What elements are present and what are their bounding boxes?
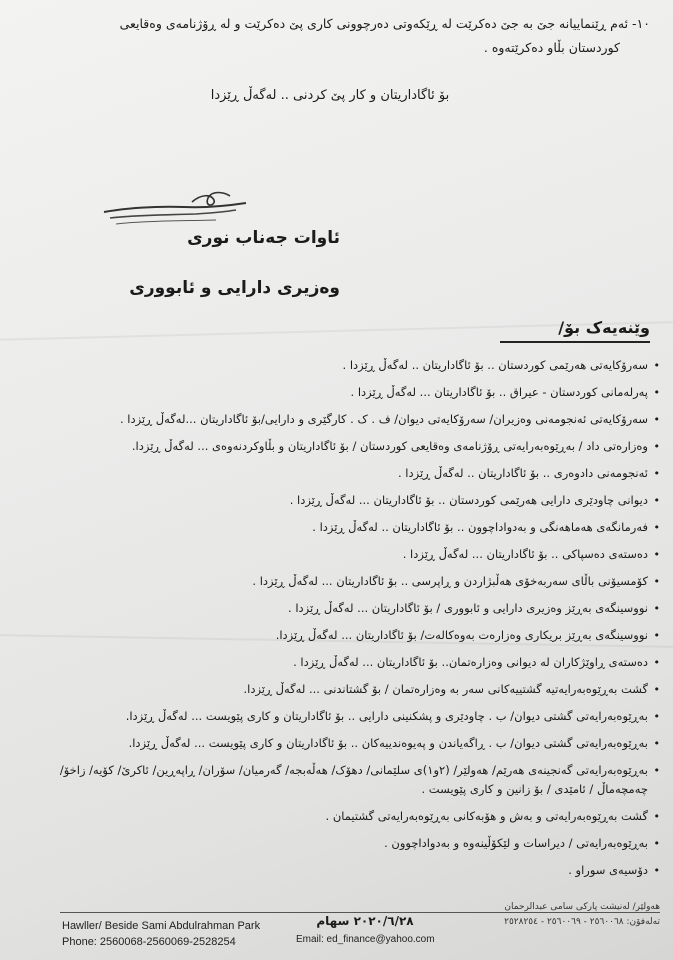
bullet-icon: • xyxy=(653,629,660,642)
cc-item-text: سەرۆکایەتی ئەنجومەنی وەزیران/ سەرۆکایەتی دیوان/ ف . ک . کارگێری و دارایی/بۆ ئاگاداریتان ...لەگەڵ ڕێزدا . xyxy=(119,412,648,426)
cc-item xyxy=(40,487,662,514)
cc-item xyxy=(40,857,662,884)
bullet-icon: • xyxy=(653,494,660,507)
cc-item xyxy=(40,757,662,803)
footer-email: Email: ed_finance@yahoo.com xyxy=(296,934,435,945)
intro-line: ١٠- ئەم ڕێنماییانە جێ بە جێ دەکرێت لە ڕێکەوتی دەرچوونی کاری پێ دەکرێت و لە ڕۆژنامەی وەقایعی xyxy=(119,16,650,31)
bullet-icon: • xyxy=(653,737,660,750)
cc-item xyxy=(40,649,662,676)
cc-item-text: پەرلەمانی کوردستان - عیراق .. بۆ ئاگاداریتان ... لەگەڵ ڕێزدا . xyxy=(350,385,648,399)
footer-phone-en-line: Phone: 2560068-2560069-2528254 xyxy=(62,936,236,948)
cc-item-text: گشت بەڕێوەبەرایەتی و بەش و هۆبەکانی بەڕێوەبەرایەتی گشتیمان . xyxy=(325,809,648,823)
cc-item xyxy=(40,379,662,406)
bullet-icon: • xyxy=(653,440,660,453)
bullet-icon: • xyxy=(653,548,660,561)
bullet-icon: • xyxy=(653,521,660,534)
footer-divider xyxy=(60,912,660,913)
signatory-name: ئاوات جەناب نوری xyxy=(187,228,340,248)
signatory-title: وەزیری دارایی و ئابووری xyxy=(129,278,340,298)
cc-item-text: دیوانی چاودێری دارایی هەرێمی کوردستان .. بۆ ئاگاداریتان ... لەگەڵ ڕێزدا . xyxy=(289,493,648,507)
cc-item xyxy=(40,803,662,830)
cc-item xyxy=(40,830,662,857)
cc-item xyxy=(40,730,662,757)
bullet-icon: • xyxy=(653,656,660,669)
cc-item xyxy=(40,352,662,379)
intro-paragraph xyxy=(40,12,650,60)
cc-item xyxy=(40,622,662,649)
cc-item xyxy=(40,703,662,730)
bullet-icon: • xyxy=(653,864,660,877)
bullet-icon: • xyxy=(653,764,660,777)
footer-address-kurdish xyxy=(440,900,660,930)
cc-item-text: دۆسیەی سوراو . xyxy=(568,863,648,877)
cc-item-text: وەزارەتی داد / بەڕێوەبەرایەتی ڕۆژنامەی وەقایعی کوردستان / بۆ ئاگاداریتان و بڵاوکردنەوەی ... لەگەڵ ڕێزدا. xyxy=(131,439,648,453)
cc-item-text: فەرمانگەی هەماهەنگی و بەدواداچوون .. بۆ ئاگاداریتان .. لەگەڵ ڕێزدا . xyxy=(312,520,648,534)
handwritten-date: ٢٠٢٠/٦/٢٨ سهام xyxy=(316,914,414,928)
cc-list xyxy=(40,352,662,884)
bullet-icon: • xyxy=(653,575,660,588)
footer-phone-ku-line: تەلەفۆن: ٢٥٦٠٠٦٨ - ٢٥٦٠٠٦٩ - ٢٥٢٨٢٥٤ xyxy=(504,917,660,927)
bullet-icon: • xyxy=(653,386,660,399)
cc-item-text: بەڕێوەبەرایەتی / دیراسات و لێکۆڵینەوە و بەدواداچوون . xyxy=(384,836,648,850)
cc-item-text: نووسینگەی بەڕێز بریکاری وەزارەت بەوەکالەت/ بۆ ئاگاداریتان ... لەگەڵ ڕێزدا. xyxy=(275,628,648,642)
cc-item xyxy=(40,568,662,595)
cc-item-text: بەڕێوەبەرایەتی گشتی دیوان/ ب . ڕاگەیاندن و پەیوەندییەکان .. بۆ ئاگاداریتان و کاری پێویست ... لەگەڵ ڕێزدا. xyxy=(128,736,648,750)
cc-item xyxy=(40,406,662,433)
footer-address-english xyxy=(62,918,302,950)
cc-item-text: بەڕێوەبەرایەتی گشتی دیوان/ ب . چاودێری و پشکنینی دارایی .. بۆ ئاگاداریتان و کاری پێویست ... لەگەڵ ڕێزدا. xyxy=(125,709,648,723)
bullet-icon: • xyxy=(653,359,660,372)
cc-item-text: کۆمسیۆنی باڵای سەربەخۆی هەڵبژاردن و ڕاپرسی .. بۆ ئاگاداریتان ... لەگەڵ ڕێزدا . xyxy=(252,574,648,588)
cc-item-text: دەستەی ڕاوێژکاران لە دیوانی وەزارەتمان.. بۆ ئاگاداریتان ... لەگەڵ ڕێزدا . xyxy=(293,655,648,669)
cc-item xyxy=(40,595,662,622)
bullet-icon: • xyxy=(653,602,660,615)
cc-item xyxy=(40,541,662,568)
cc-item-text: ئەنجومەنی دادوەری .. بۆ ئاگاداریتان .. لەگەڵ ڕێزدا . xyxy=(398,466,648,480)
cc-item xyxy=(40,514,662,541)
info-line: بۆ ئاگاداریتان و کار پێ کردنی .. لەگەڵ ڕێزدا xyxy=(210,88,450,103)
cc-heading: وێنەیەک بۆ/ xyxy=(500,318,650,343)
bullet-icon: • xyxy=(653,810,660,823)
cc-item-text: سەرۆکایەتی هەرێمی کوردستان .. بۆ ئاگاداریتان .. لەگەڵ ڕێزدا . xyxy=(342,358,648,372)
footer-address-en-line: Hawller/ Beside Sami Abdulrahman Park xyxy=(62,920,261,932)
bullet-icon: • xyxy=(653,710,660,723)
bullet-icon: • xyxy=(653,413,660,426)
bullet-icon: • xyxy=(653,837,660,850)
cc-item xyxy=(40,460,662,487)
bullet-icon: • xyxy=(653,467,660,480)
cc-item-text: گشت بەڕێوەبەرایەتیە گشتییەکانی سەر بە وەزارەتمان / بۆ گشتاندنی ... لەگەڵ ڕێزدا. xyxy=(243,682,648,696)
footer-address-ku-line: هەولێر/ لەنیشت پارکی سامی عبدالرحمان xyxy=(504,902,660,912)
cc-item xyxy=(40,676,662,703)
bullet-icon: • xyxy=(653,683,660,696)
cc-item-text: بەڕێوەبەرایەتی گەنجینەی هەرێم/ هەولێر/ (٢و١)ی سلێمانی/ دهۆک/ هەڵەبجە/ گەرمیان/ سۆران/ ڕاپەڕین/ ئاکرێ/ کۆیە/ زاخۆ/ چەمچەماڵ / ئامێدی / بۆ زانین و کاری پێویست . xyxy=(59,763,648,796)
intro-line: کوردستان بڵاو دەکرێتەوە . xyxy=(483,40,620,55)
cc-item xyxy=(40,433,662,460)
cc-item-text: نووسینگەی بەڕێز وەزیری دارایی و ئابووری / بۆ ئاگاداریتان ... لەگەڵ ڕێزدا . xyxy=(288,601,648,615)
cc-item-text: دەستەی دەسپاکی .. بۆ ئاگاداریتان ... لەگەڵ ڕێزدا . xyxy=(402,547,648,561)
